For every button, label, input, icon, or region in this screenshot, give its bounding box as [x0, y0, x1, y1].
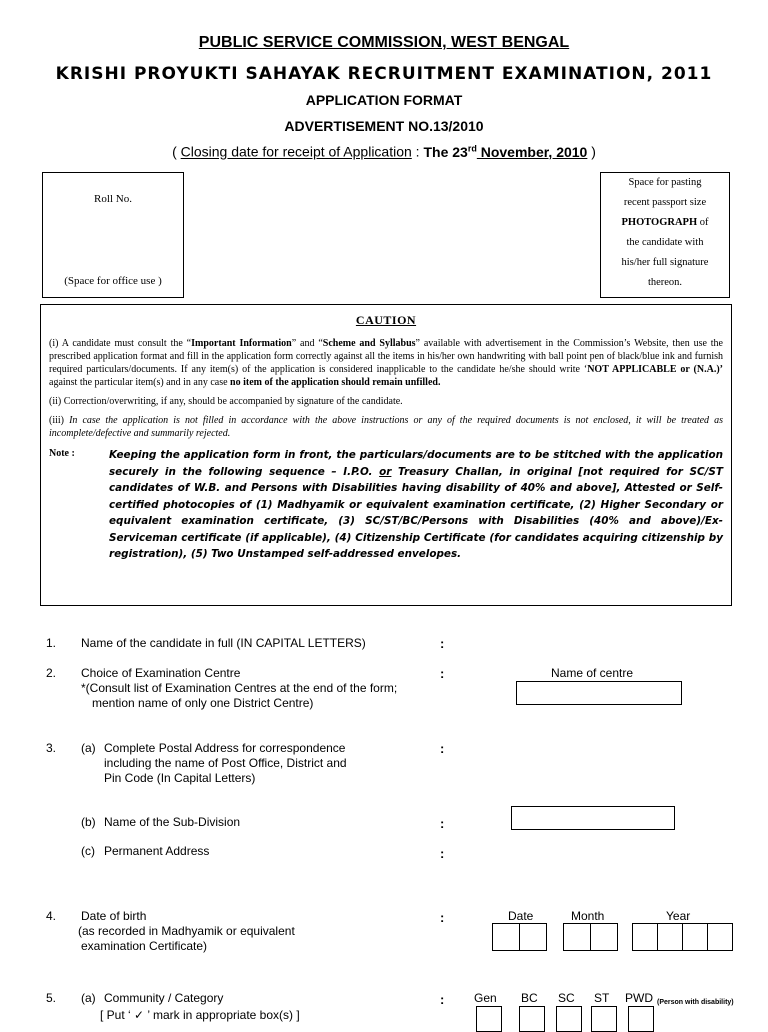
caution-item-3: (iii) In case the application is not filled in accordance with the above instructions or any of the required documents is not enclosed, it will be treated as incomplete/defective and summarily rejected.	[49, 415, 723, 439]
caution-item-1: (i) A candidate must consult the “Important Information” and “Scheme and Syllabus” available with advertisement in the Commission’s Website, then use the prescribed application format and fill in the application form correctly against all the items in his/her own handwriting with ball point pen of black/blue ink and furnish required particulars/documents. If any item(s) of the application is considered inapplicable to the candidate he/she should write ‘NOT APPLICABLE or (N.A.)’ against the particular item(s) and in any case no item of the application should remain unfilled.	[49, 338, 723, 388]
item-2-label: Choice of Examination Centre	[81, 666, 241, 680]
year-label: Year	[666, 909, 691, 923]
closing-date: The 23rd November, 2010	[423, 143, 588, 160]
office-use-note: (Space for office use )	[64, 275, 162, 287]
photograph-box	[600, 172, 730, 298]
photo-line: his/her full signature	[621, 257, 709, 268]
item-2-note-2: mention name of only one District Centre)	[92, 696, 314, 710]
item-3c-tag: (c)	[81, 844, 95, 858]
roll-number-label: Roll No.	[94, 193, 132, 205]
dob-year-digit-1[interactable]	[632, 923, 658, 951]
item-3c-label: Permanent Address	[104, 844, 210, 858]
category-st-label: ST	[594, 991, 610, 1005]
item-3b-colon: :	[440, 816, 445, 831]
caution-item-2: (ii) Correction/overwriting, if any, should be accompanied by signature of the candidate.	[49, 396, 403, 407]
category-gen-checkbox[interactable]	[476, 1006, 502, 1032]
item-3a-line-2: including the name of Post Office, District and	[104, 756, 347, 770]
item-4-note: (as recorded in Madhyamik or equivalent	[78, 924, 295, 938]
dob-month-digit-2[interactable]	[590, 923, 618, 951]
item-4-number: 4.	[46, 909, 57, 923]
dob-date-digit-1[interactable]	[492, 923, 520, 951]
photo-line: Space for pasting	[628, 177, 702, 188]
closing-label: Closing date for receipt of Application	[180, 143, 412, 160]
item-5a-hint: [ Put ‘ ✓ ’ mark in appropriate box(s) ]	[100, 1008, 300, 1022]
category-bc-label: BC	[521, 991, 538, 1005]
item-4-colon: :	[440, 910, 445, 925]
closing-date-line	[0, 143, 768, 160]
note-text: Keeping the application form in front, the particulars/documents are to be stitched with the application securely in the following sequence – I.P.O. or Treasury Challan, in original [not required for SC/ST candidates of W.B. and Persons with Disabilities having disability of 40% and above], Attested or Self-certified photocopies of (1) Madhyamik or equivalent examination certificate, (2) Higher Secondary or equivalent examination certificate, (3) SC/ST/BC/Persons with Disabilities (40% and above)/Ex-Serviceman certificate (if applicable), (4) Citizenship Certificate (for candidates acquiring citizenship by registration), (5) Two Unstamped self-addressed envelopes.	[109, 449, 723, 560]
photo-line: the candidate with	[626, 237, 704, 248]
item-5-colon: :	[440, 992, 445, 1007]
dob-month-digit-1[interactable]	[563, 923, 591, 951]
application-format-heading: APPLICATION FORMAT	[305, 92, 463, 108]
category-bc-checkbox[interactable]	[519, 1006, 545, 1032]
closing-open: (	[172, 143, 181, 160]
closing-close: )	[587, 143, 596, 160]
item-3-number: 3.	[46, 741, 57, 755]
caution-title: CAUTION	[355, 313, 417, 327]
item-3b-tag: (b)	[81, 815, 96, 829]
category-gen-label: Gen	[474, 991, 497, 1005]
item-3b-label: Name of the Sub-Division	[104, 815, 241, 829]
month-label: Month	[571, 909, 605, 923]
exam-title: KRISHI PROYUKTI SAHAYAK RECRUITMENT EXAMINATION, 2011	[55, 64, 713, 84]
item-3a-tag: (a)	[81, 741, 96, 755]
item-4-label: Date of birth	[81, 909, 147, 923]
organization-title: PUBLIC SERVICE COMMISSION, WEST BENGAL	[198, 34, 570, 51]
centre-label: Name of centre	[551, 666, 634, 680]
note-label: Note :	[49, 448, 75, 459]
caution-note	[49, 447, 723, 563]
dob-year-digit-2[interactable]	[657, 923, 683, 951]
item-5-number: 5.	[46, 991, 57, 1005]
centre-input[interactable]	[516, 681, 682, 705]
item-1-colon: :	[440, 636, 445, 651]
closing-sep: :	[411, 143, 424, 160]
dob-year-digit-3[interactable]	[682, 923, 708, 951]
sub-division-input[interactable]	[511, 806, 675, 830]
category-pwd-label: PWD	[625, 991, 653, 1005]
pwd-note: (Person with disability)	[657, 999, 734, 1006]
date-label: Date	[508, 909, 534, 923]
category-st-checkbox[interactable]	[591, 1006, 617, 1032]
category-sc-checkbox[interactable]	[556, 1006, 582, 1032]
caution-box	[40, 304, 732, 606]
dob-year-digit-4[interactable]	[707, 923, 733, 951]
photo-line: thereon.	[647, 277, 683, 288]
roll-number-box	[42, 172, 184, 298]
item-2-colon: :	[440, 666, 445, 681]
item-2-number: 2.	[46, 666, 57, 680]
item-4-note-2: examination Certificate)	[81, 939, 208, 953]
item-3a-label: Complete Postal Address for correspondence	[104, 741, 346, 755]
advertisement-number: ADVERTISEMENT NO.13/2010	[284, 118, 484, 134]
category-sc-label: SC	[558, 991, 575, 1005]
item-5a-tag: (a)	[81, 991, 96, 1005]
photo-line: PHOTOGRAPH of	[621, 217, 709, 228]
dob-date-digit-2[interactable]	[519, 923, 547, 951]
item-3a-line-3: Pin Code (In Capital Letters)	[104, 771, 256, 785]
item-2-note: *(Consult list of Examination Centres at the end of the form;	[81, 681, 398, 695]
item-5a-label: Community / Category	[104, 991, 224, 1005]
item-1-number: 1.	[46, 636, 57, 650]
category-pwd-checkbox[interactable]	[628, 1006, 654, 1032]
photo-line: recent passport size	[623, 197, 707, 208]
item-3c-colon: :	[440, 846, 445, 861]
item-3a-colon: :	[440, 741, 445, 756]
item-1-label: Name of the candidate in full (IN CAPITAL LETTERS)	[81, 636, 366, 650]
